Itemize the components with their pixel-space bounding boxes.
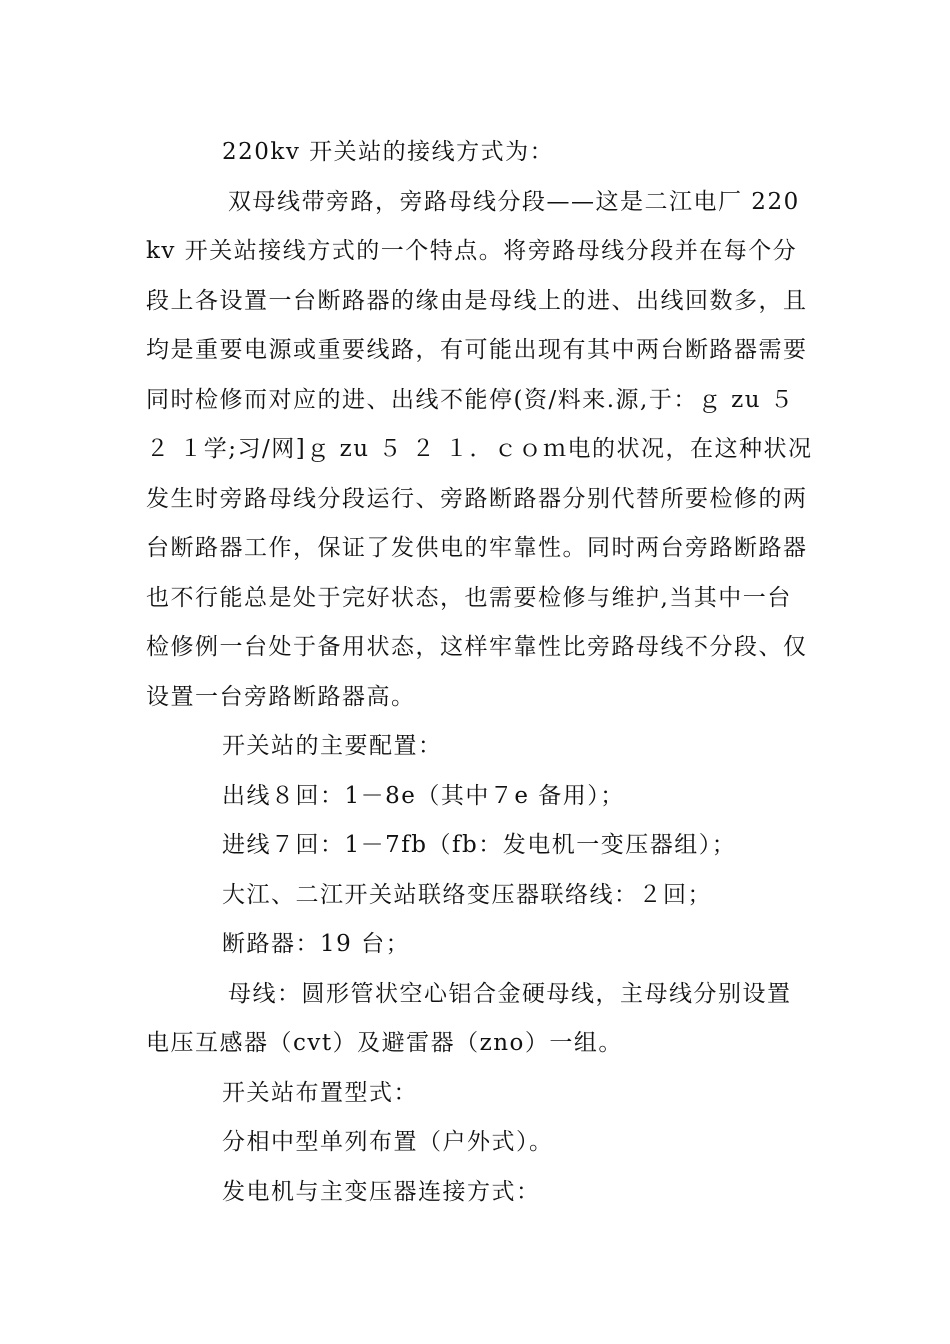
document-body <box>146 128 814 1217</box>
paragraph-generator-connection-heading: 发电机与主变压器连接方式： <box>222 1178 541 1205</box>
paragraph-layout-type: 分相中型单列布置（户外式）。 <box>222 1129 554 1155</box>
paragraph-layout-heading: 开关站布置型式： <box>222 1079 418 1106</box>
paragraph-incoming-lines: 进线７回：1－7fb（fb：发电机一变压器组）； <box>222 832 737 858</box>
paragraph-busbar: 母线：圆形管状空心铝合金硬母线，主母线分别设置电压互感器（cvt）及避雷器（zno）一组。 <box>146 980 792 1056</box>
paragraph-main-config-heading: 开关站的主要配置： <box>222 733 443 759</box>
paragraph-outgoing-lines: 出线８回：1－8e（其中７e 备用）； <box>222 782 625 809</box>
paragraph-breakers: 断路器：19 台； <box>222 931 411 957</box>
paragraph-bypass-description: 双母线带旁路，旁路母线分段——这是二江电厂 220kv 开关站接线方式的一个特点。将旁路母线分段并在每个分段上各设置一台断路器的缘由是母线上的进、出线回数多，且均是重要电源或重要线路，有可能出现有其中两台断路器需要同时检修而对应的进、出线不能停(资/料来.源,于：ｇ zu ５ ２ １学;习/网]ｇ zu ５ ２ １．ｃｏｍ电的状况，在这种状况发生时旁路母线分段运行、旁路断路器分别代替所要检修的两台断路器工作，保证了发供电的牢靠性。同时两台旁路断路器也不行能总是处于完好状态，也需要检修与维护,当其中一台检修例一台处于备用状态，这样牢靠性比旁路母线不分段、仅设置一台旁路断路器高。 <box>146 188 813 710</box>
paragraph-tie-lines: 大江、二江开关站联络变压器联络线：２回； <box>222 881 712 908</box>
paragraph-connection-heading: 220kv 开关站的接线方式为： <box>222 139 555 165</box>
